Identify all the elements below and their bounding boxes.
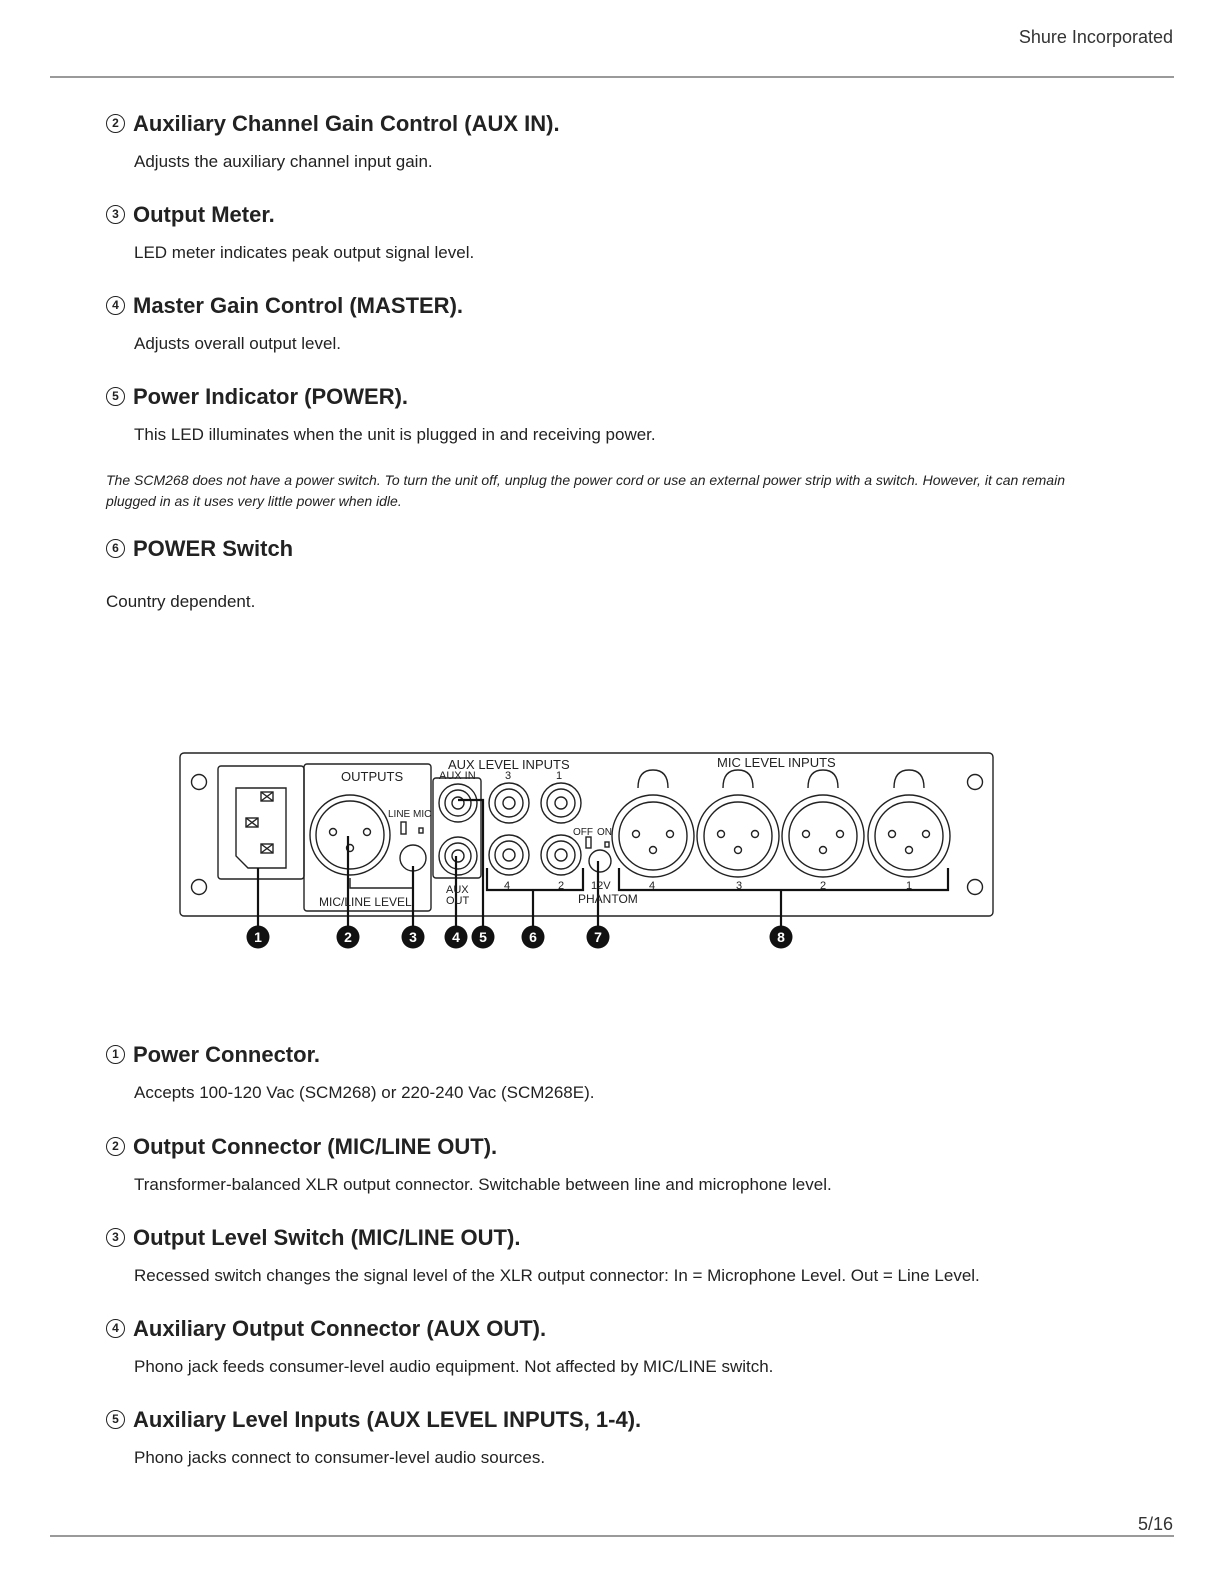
section-number-icon: 1: [106, 1045, 125, 1064]
mic-num-2: 2: [820, 880, 827, 892]
phantom-switch-slot: [586, 837, 591, 848]
aux-in-label: AUX IN: [439, 770, 476, 782]
section-title: [106, 384, 1186, 410]
section-body: Accepts 100-120 Vac (SCM268) or 220-240 Vac (SCM268E).: [134, 1083, 595, 1102]
section-title: [106, 1042, 1186, 1068]
callout-6: [522, 926, 545, 949]
section-power-connector: [106, 1042, 1186, 1104]
off-label: OFF: [573, 827, 593, 838]
mic-input-2: [782, 770, 864, 877]
aux-level-inputs-label: AUX LEVEL INPUTS: [448, 757, 570, 772]
rear-panel-diagram: [178, 748, 998, 958]
callout-2: [337, 926, 360, 949]
page-number: 5/16: [1137, 1514, 1173, 1534]
svg-text:5: 5: [479, 929, 487, 945]
section-body: Phono jack feeds consumer-level audio equipment. Not affected by MIC/LINE switch.: [134, 1357, 774, 1376]
section-title: [106, 1407, 1186, 1433]
section-title: [106, 1225, 1186, 1251]
section-output-level-switch: [106, 1225, 1186, 1287]
section-body: Adjusts the auxiliary channel input gain.: [134, 152, 433, 171]
section-title-text: Power Indicator (POWER).: [133, 384, 409, 409]
mic-input-4: [612, 770, 694, 877]
callout-5: [472, 926, 495, 949]
section-number-icon: 4: [106, 296, 125, 315]
aux-num-4: 4: [504, 880, 511, 892]
svg-text:3: 3: [409, 929, 417, 945]
header-rule: [50, 76, 1174, 78]
section-body: Phono jacks connect to consumer-level audio sources.: [134, 1448, 546, 1467]
section-title: [106, 111, 1186, 137]
on-label: ON: [597, 827, 612, 838]
callout-8: [770, 926, 793, 949]
footer-rule: [50, 1535, 1174, 1537]
power-note: The SCM268 does not have a power switch. To turn the unit off, unplug the power cord or use an external power strip with a switch. However, it can remain plugged in as it uses very little power when idle.: [106, 472, 1065, 509]
section-number-icon: 5: [106, 1410, 125, 1429]
section-output-meter: [106, 202, 1186, 264]
section-title: [106, 1134, 1186, 1160]
aux-num-1: 1: [556, 770, 563, 782]
section-number-icon: 6: [106, 539, 125, 558]
power-connector-housing: [218, 766, 304, 879]
outputs-label: OUTPUTS: [341, 769, 404, 784]
section-title-text: Auxiliary Output Connector (AUX OUT).: [133, 1316, 547, 1341]
section-title: [106, 293, 1186, 319]
section-number-icon: 2: [106, 1137, 125, 1156]
section-master-gain: [106, 293, 1186, 355]
section-number-icon: 2: [106, 114, 125, 133]
section-aux-output-connector: [106, 1316, 1186, 1378]
aux-num-3: 3: [505, 770, 512, 782]
section-body: Adjusts overall output level.: [134, 334, 341, 353]
section-title: [106, 536, 1186, 562]
svg-text:1: 1: [254, 929, 262, 945]
section-number-icon: 3: [106, 1228, 125, 1247]
line-mic-label: LINE MIC: [388, 809, 432, 820]
section-power-indicator: [106, 384, 1186, 446]
mount-hole: [192, 775, 207, 790]
power-switch-body: Country dependent.: [106, 592, 256, 611]
mic-num-3: 3: [736, 880, 743, 892]
mic-level-inputs-label: MIC LEVEL INPUTS: [717, 755, 836, 770]
callout-3: [402, 926, 425, 949]
mic-num-4: 4: [649, 880, 656, 892]
aux-out-label-bottom: OUT: [446, 895, 470, 907]
section-number-icon: 4: [106, 1319, 125, 1338]
aux-out-label-top: AUX: [446, 884, 469, 896]
mic-input-1: [868, 770, 950, 877]
section-aux-level-inputs: [106, 1407, 1186, 1469]
svg-text:8: 8: [777, 929, 785, 945]
callout-4: [445, 926, 468, 949]
header-company: Shure Incorporated: [1018, 27, 1173, 47]
mic-line-level-label: MIC/LINE LEVEL: [319, 895, 412, 909]
section-power-switch: [106, 536, 1186, 562]
section-number-icon: 5: [106, 387, 125, 406]
phantom-12v-label: 12V: [591, 880, 611, 892]
xlr-output-connector: [310, 795, 390, 875]
phantom-label: PHANTOM: [578, 892, 638, 906]
section-output-connector: [106, 1134, 1186, 1196]
mic-input-3: [697, 770, 779, 877]
svg-text:6: 6: [529, 929, 537, 945]
callout-7: [587, 926, 610, 949]
mic-num-1: 1: [906, 880, 913, 892]
mount-hole: [968, 880, 983, 895]
section-body: This LED illuminates when the unit is plugged in and receiving power.: [134, 425, 656, 444]
section-number-icon: 3: [106, 205, 125, 224]
svg-text:4: 4: [452, 929, 460, 945]
callout-1: [247, 926, 270, 949]
svg-text:2: 2: [344, 929, 352, 945]
mount-hole: [968, 775, 983, 790]
section-title: [106, 1316, 1186, 1342]
mount-hole: [192, 880, 207, 895]
section-title-text: Output Level Switch (MIC/LINE OUT).: [133, 1225, 521, 1250]
section-title-text: Power Connector.: [133, 1042, 321, 1067]
section-aux-gain: [106, 111, 1186, 173]
section-title: [106, 202, 1186, 228]
section-title-text: Master Gain Control (MASTER).: [133, 293, 464, 318]
section-title-text: Output Connector (MIC/LINE OUT).: [133, 1134, 498, 1159]
aux-num-2: 2: [558, 880, 565, 892]
leader-5: [458, 800, 483, 928]
phantom-switch: [589, 850, 611, 872]
line-mic-switch-slot: [401, 822, 406, 834]
section-body: Recessed switch changes the signal level of the XLR output connector: In = Microphone Level. Out = Line Level.: [134, 1266, 980, 1285]
section-title-text: Output Meter.: [133, 202, 275, 227]
svg-text:7: 7: [594, 929, 602, 945]
section-title-text: Auxiliary Channel Gain Control (AUX IN).: [133, 111, 560, 136]
section-body: LED meter indicates peak output signal level.: [134, 243, 475, 262]
section-title-text: POWER Switch: [133, 536, 294, 561]
section-title-text: Auxiliary Level Inputs (AUX LEVEL INPUTS, 1-4).: [133, 1407, 642, 1432]
section-body: Transformer-balanced XLR output connector. Switchable between line and microphone level.: [134, 1175, 832, 1194]
